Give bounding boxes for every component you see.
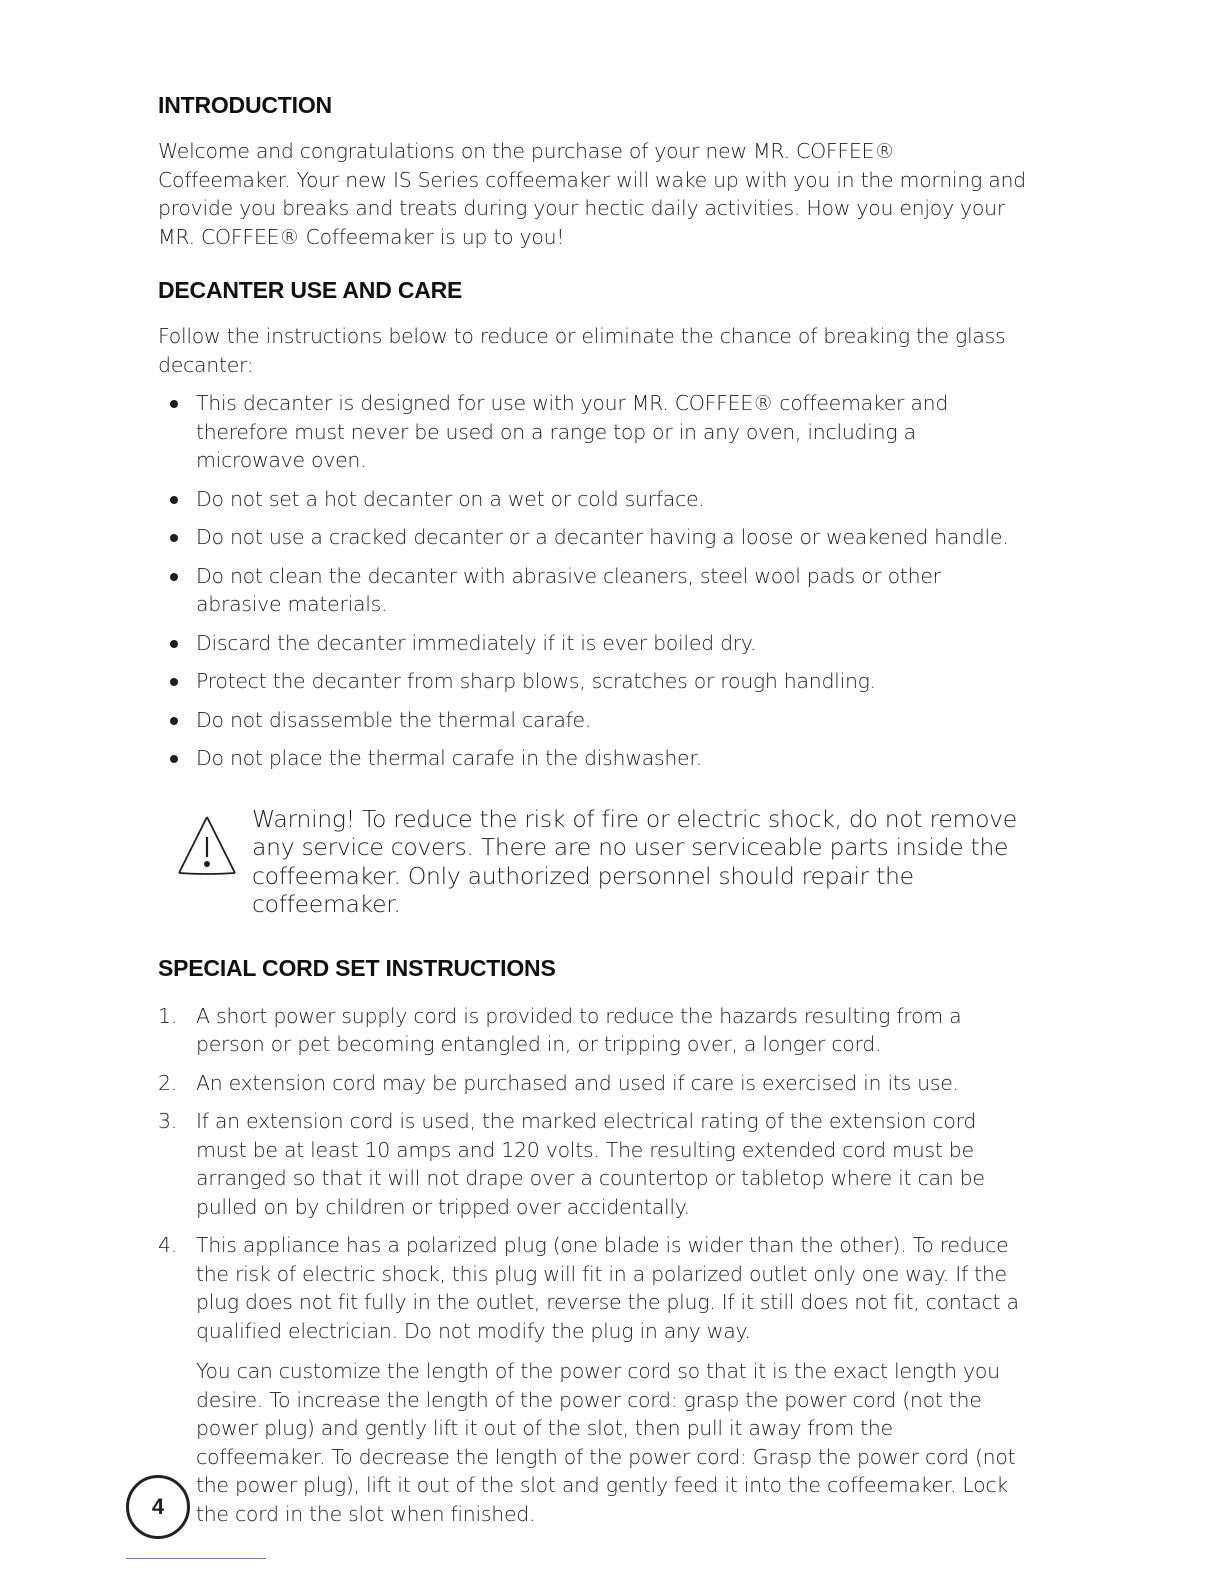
decanter-lead-paragraph: Follow the instructions below to reduce or eliminate the chance of breaking the glass decanter:	[158, 324, 1006, 377]
introduction-heading: INTRODUCTION	[158, 92, 332, 118]
list-item: This decanter is designed for use with your MR. COFFEE® coffeemaker and therefore must never be used on a range top or in any oven, including a microwave oven.	[158, 389, 1028, 475]
list-item: Protect the decanter from sharp blows, scratches or rough handling.	[158, 667, 1028, 696]
decanter-bullet-list	[158, 389, 1028, 773]
list-item: Do not clean the decanter with abrasive cleaners, steel wool pads or other abrasive materials.	[158, 562, 1028, 619]
step-number: 1.	[158, 1003, 177, 1028]
list-item: Do not disassemble the thermal carafe.	[158, 706, 1028, 735]
step-text: If an extension cord is used, the marked electrical rating of the extension cord must be at least 10 amps and 120 volts. The resulting extended cord must be arranged so that it will not drape over a countertop or tabletop where it can be pulled on by children or tripped over accidentally.	[196, 1109, 985, 1219]
step-text: A short power supply cord is provided to reduce the hazards resulting from a person or pet becoming entangled in, or tripping over, a longer cord.	[196, 1003, 962, 1056]
decanter-heading: DECANTER USE AND CARE	[158, 277, 463, 303]
step-text: An extension cord may be purchased and used if care is exercised in its use.	[196, 1070, 959, 1095]
cord-heading: SPECIAL CORD SET INSTRUCTIONS	[158, 954, 556, 981]
list-item	[158, 1002, 1028, 1059]
step-number: 3.	[158, 1109, 177, 1133]
warning-box	[158, 805, 1028, 919]
step-text: This appliance has a polarized plug (one blade is wider than the other). To reduce the risk of electric shock, this plug will fit in a polarized outlet only one way. If the plug does not fit fully in the outlet, reverse the plug. If it still does not fit, contact a qualified electrician. Do not modify the plug in any way.	[196, 1233, 1019, 1343]
list-item: Do not set a hot decanter on a wet or cold surface.	[158, 485, 1028, 514]
list-item	[158, 1107, 1028, 1221]
list-item: Do not use a cracked decanter or a decanter having a loose or weakened handle.	[158, 523, 1028, 552]
list-item: Discard the decanter immediately if it is ever boiled dry.	[158, 629, 1028, 658]
list-item: Do not place the thermal carafe in the dishwasher.	[158, 744, 1028, 773]
list-item	[158, 1069, 1028, 1098]
cord-customize-paragraph: You can customize the length of the power cord so that it is the exact length you desire. To increase the length of the power cord: grasp the power cord (not the power plug) and gently lift it out of the slot, then pull it away from the coffeemaker. To decrease the length of the power cord: Grasp the power cord (not the power plug), lift it out of the slot and gently feed it into the coffeemaker. Lock the cord in the slot when finished.	[196, 1359, 1016, 1526]
cord-steps-list	[158, 1002, 1028, 1346]
warning-triangle-icon	[176, 813, 238, 879]
footer-divider	[126, 1558, 266, 1559]
list-item	[158, 1231, 1028, 1345]
step-number: 2.	[158, 1070, 177, 1095]
manual-page	[158, 92, 1028, 1528]
introduction-paragraph: Welcome and congratulations on the purchase of your new MR. COFFEE® Coffeemaker. Your new IS Series coffeemaker will wake up with you in the morning and provide you breaks and treats during your hectic daily activities. How you enjoy your MR. COFFEE® Coffeemaker is up to you!	[158, 139, 1026, 249]
warning-text: Warning! To reduce the risk of fire or electric shock, do not remove any service covers. There are no user serviceable parts inside the coffeemaker. Only authorized personnel should repair the coffeemaker.	[252, 804, 1017, 918]
page-number-badge: 4	[126, 1475, 190, 1539]
step-number: 4.	[158, 1233, 177, 1257]
